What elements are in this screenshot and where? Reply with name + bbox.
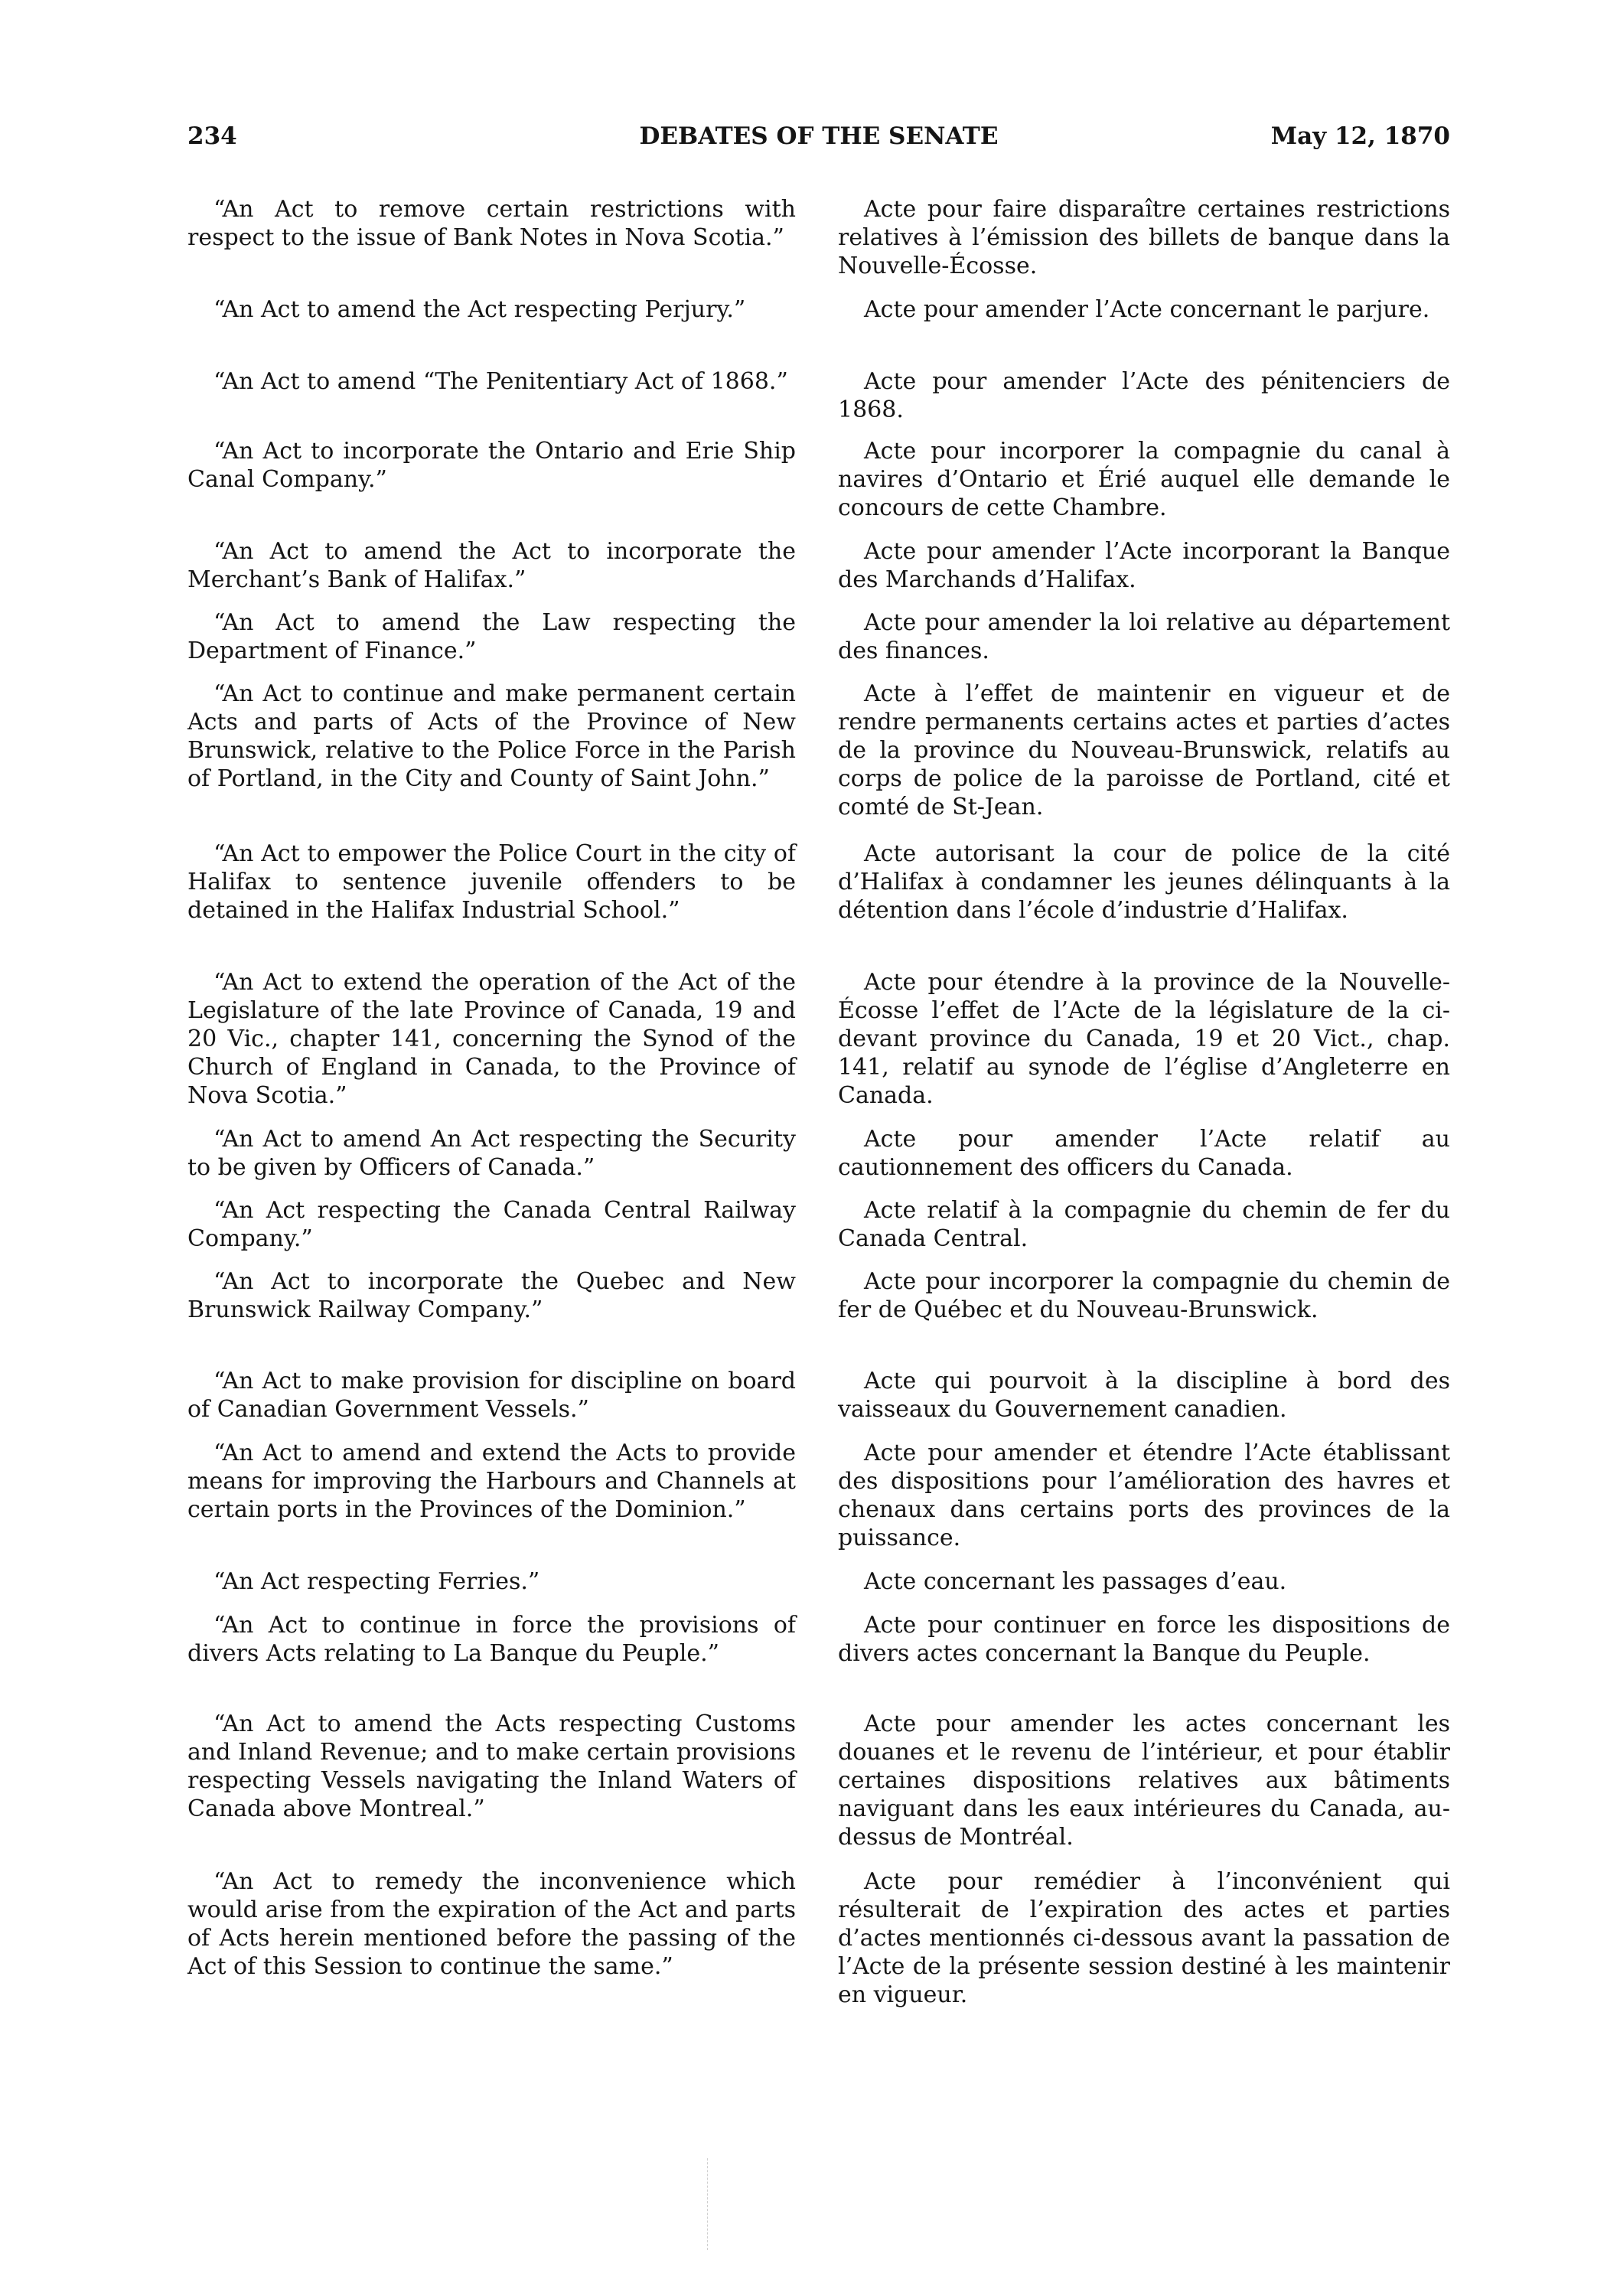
french-paragraph: Acte relatif à la compagnie du chemin de fer du Canada Central. <box>838 1197 1450 1252</box>
french-paragraph: Acte pour amender la loi relative au département des finances. <box>838 609 1450 664</box>
english-paragraph: “An Act to empower the Police Court in the city of Halifax to sentence juvenile offenders to be detained in the Halifax Industrial School.” <box>187 840 796 924</box>
english-paragraph: “An Act to continue and make permanent certain Acts and parts of Acts of the Province of New Brunswick, relative to the Police Force in the Parish of Portland, in the City and County of Saint John.” <box>187 680 796 792</box>
french-paragraph: Acte pour amender l’Acte incorporant la Banque des Marchands d’Halifax. <box>838 538 1450 593</box>
french-paragraph: Acte pour amender les actes concernant les douanes et le revenu de l’intérieur, et pour établir certaines dispositions relatives aux bâtiments naviguant dans les eaux intérieures du Canada, au-dessus de Montréal. <box>838 1711 1450 1851</box>
english-paragraph: “An Act to make provision for discipline on board of Canadian Government Vessels.” <box>187 1368 796 1423</box>
french-paragraph: Acte pour continuer en force les dispositions de divers actes concernant la Banque du Peuple. <box>838 1612 1450 1667</box>
english-paragraph: “An Act to amend the Acts respecting Customs and Inland Revenue; and to make certain provisions respecting Vessels navigating the Inland Waters of Canada above Montreal.” <box>187 1711 796 1822</box>
english-paragraph: “An Act to amend the Act to incorporate the Merchant’s Bank of Halifax.” <box>187 538 796 593</box>
french-paragraph: Acte pour incorporer la compagnie du canal à navires d’Ontario et Érié auquel elle demande le concours de cette Chambre. <box>838 438 1450 521</box>
page-date: May 12, 1870 <box>1270 122 1450 150</box>
english-paragraph: “An Act to remedy the inconvenience which would arise from the expiration of the Act and parts of Acts herein mentioned before the passing of the Act of this Session to continue the same.” <box>187 1868 796 1980</box>
scan-fold-mark <box>707 2158 709 2250</box>
english-paragraph: “An Act to continue in force the provisions of divers Acts relating to La Banque du Peuple.” <box>187 1612 796 1667</box>
english-paragraph: “An Act to extend the operation of the Act of the Legislature of the late Province of Canada, 19 and 20 Vic., chapter 141, concerning the Synod of the Church of England in Canada, to the Province of Nova Scotia.” <box>187 969 796 1109</box>
french-paragraph: Acte pour remédier à l’inconvénient qui résulterait de l’expiration des actes et parties d’actes mentionnés ci-dessous avant la passation de l’Acte de la présente session destiné à les maintenir en vigueur. <box>838 1868 1450 2008</box>
french-paragraph: Acte pour amender l’Acte relatif au cautionnement des officers du Canada. <box>838 1126 1450 1181</box>
french-paragraph: Acte pour amender l’Acte concernant le parjure. <box>864 296 1430 323</box>
english-paragraph: “An Act to amend and extend the Acts to provide means for improving the Harbours and Channels at certain ports in the Provinces of the Dominion.” <box>187 1440 796 1523</box>
french-paragraph: Acte pour faire disparaître certaines restrictions relatives à l’émission des billets de banque dans la Nouvelle-Écosse. <box>838 196 1450 279</box>
english-paragraph: “An Act to amend the Act respecting Perjury.” <box>214 296 746 323</box>
french-paragraph: Acte autorisant la cour de police de la cité d’Halifax à condamner les jeunes délinquants à la détention dans l’école d’industrie d’Halifax. <box>838 840 1450 924</box>
french-paragraph: Acte pour étendre à la province de la Nouvelle-Écosse l’effet de l’Acte de la législature de la ci-devant province du Canada, 19 et 20 Vict., chap. 141, relatif au synode de l’église d’Angleterre en Canada. <box>838 969 1450 1109</box>
english-paragraph: “An Act respecting Ferries.” <box>214 1568 540 1595</box>
page-number: 234 <box>187 122 237 150</box>
english-paragraph: “An Act to amend “The Penitentiary Act of 1868.” <box>214 368 788 395</box>
french-paragraph: Acte qui pourvoit à la discipline à bord des vaisseaux du Gouvernement canadien. <box>838 1368 1450 1423</box>
french-paragraph: Acte pour amender et étendre l’Acte établissant des dispositions pour l’amélioration des havres et chenaux dans certains ports des provinces de la puissance. <box>838 1440 1450 1551</box>
english-paragraph: “An Act to amend An Act respecting the Security to be given by Officers of Canada.” <box>187 1126 796 1181</box>
english-paragraph: “An Act to incorporate the Ontario and Erie Ship Canal Company.” <box>187 438 796 493</box>
french-paragraph: Acte pour amender l’Acte des pénitenciers de 1868. <box>838 368 1450 423</box>
french-paragraph: Acte à l’effet de maintenir en vigueur et de rendre permanents certains actes et parties d’actes de la province du Nouveau-Brunswick, relatifs au corps de police de la paroisse de Portland, cité et comté de St-Jean. <box>838 680 1450 820</box>
page-header <box>187 122 1450 165</box>
french-paragraph: Acte concernant les passages d’eau. <box>864 1568 1287 1595</box>
english-paragraph: “An Act to amend the Law respecting the Department of Finance.” <box>187 609 796 664</box>
english-paragraph: “An Act to remove certain restrictions with respect to the issue of Bank Notes in Nova Scotia.” <box>187 196 796 251</box>
french-paragraph: Acte pour incorporer la compagnie du chemin de fer de Québec et du Nouveau-Brunswick. <box>838 1268 1450 1323</box>
english-paragraph: “An Act respecting the Canada Central Railway Company.” <box>187 1197 796 1252</box>
page-title: DEBATES OF THE SENATE <box>639 122 999 150</box>
english-paragraph: “An Act to incorporate the Quebec and New Brunswick Railway Company.” <box>187 1268 796 1323</box>
